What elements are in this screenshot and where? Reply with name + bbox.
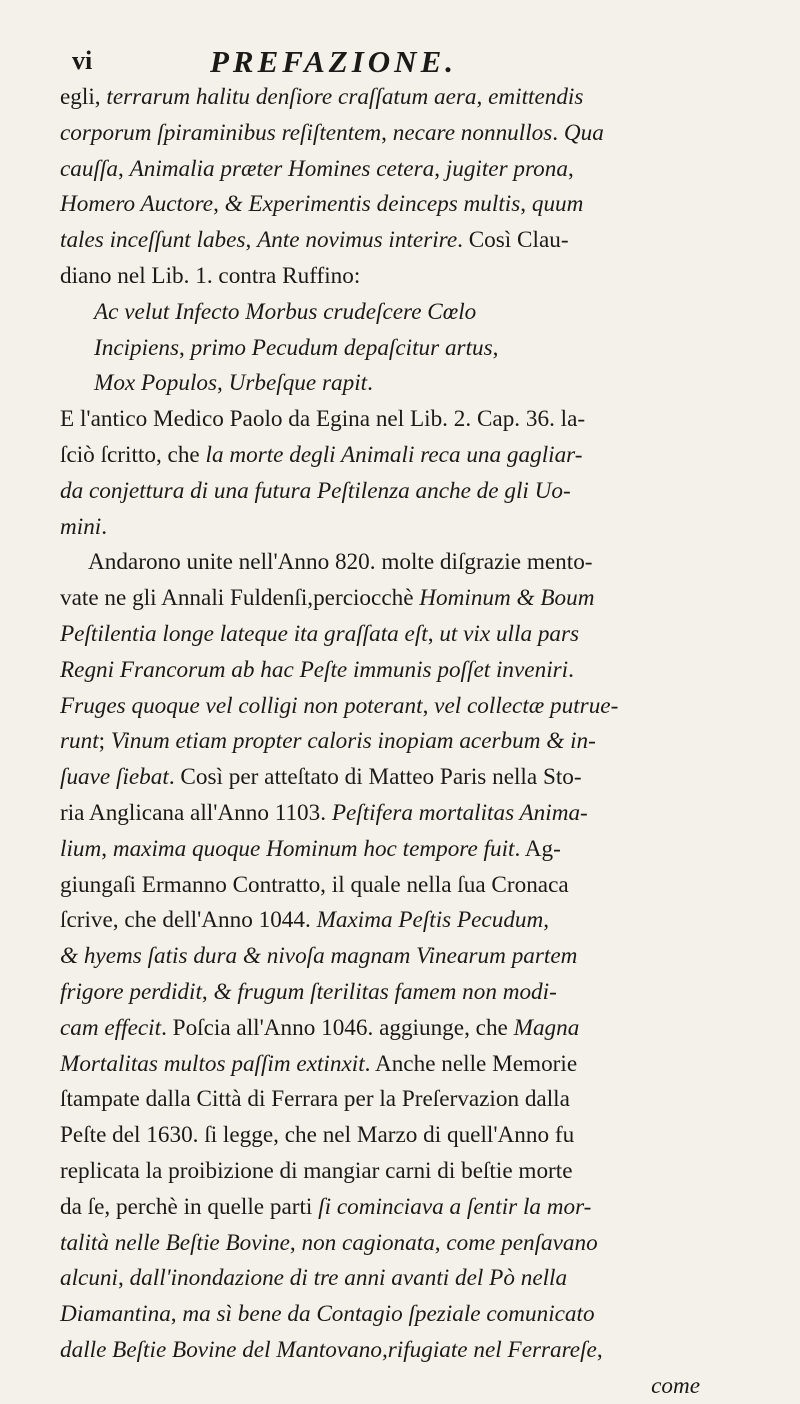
text-line [60, 939, 760, 975]
italic-run: frigore perdidit [60, 978, 202, 1005]
italic-run: Vinum etiam propter caloris inopiam acerbum & in- [110, 728, 596, 755]
italic-run: necare nonnullos [392, 119, 553, 146]
text-line [60, 259, 760, 295]
roman-run: . Anche nelle Memorie [364, 1050, 578, 1077]
roman-run: . [367, 370, 373, 397]
body-text [60, 80, 760, 1404]
roman-run: . [568, 656, 574, 683]
roman-run: E l'antico Medico Paolo da Egina nel Lib. 2. Cap. 36. la- [60, 406, 586, 433]
roman-run: ria Anglicana all'Anno 1103. [60, 799, 332, 826]
text-line [60, 975, 760, 1011]
italic-run: Peſtifera mortalitas Anima- [331, 799, 588, 826]
roman-run: , [434, 155, 446, 182]
roman-run: . [101, 513, 108, 540]
text-line [60, 295, 760, 331]
roman-run: , [213, 191, 225, 218]
italic-run: come penſavano [446, 1229, 598, 1256]
text-line [60, 1047, 760, 1083]
text-line [60, 510, 760, 546]
italic-run: ſuave ſiebat [60, 764, 169, 791]
italic-run: mini [60, 513, 102, 540]
text-line [60, 1261, 760, 1297]
text-line [60, 1082, 760, 1118]
italic-run: Hominum & Boum [419, 585, 595, 612]
text-line [60, 187, 760, 223]
text-line [60, 617, 760, 653]
italic-run: Incipiens [94, 334, 179, 361]
italic-run: da conjettura di una futura Peſtilenza anche de gli Uo- [60, 477, 571, 504]
roman-run: ſtampate dalla Città di Ferrara per la Preſervazion dalla [60, 1086, 570, 1113]
italic-run: Fruges quoque vel colligi non poterant [60, 692, 423, 719]
roman-run: vate ne gli Annali Fuldenſi,perciocchè [60, 585, 420, 612]
italic-run: Regni Francorum ab hac Peſte immunis poſſet inveniri [60, 656, 569, 683]
italic-run: ſi cominciava a ſentir la mor- [318, 1193, 592, 1220]
italic-run: Mox Populos [94, 370, 218, 397]
roman-run: , [170, 1301, 183, 1328]
italic-run: Peſtilentia longe lateque ita graſſata eſt [60, 620, 428, 647]
roman-run: Andarono unite nell'Anno 820. molte diſgrazie mento- [88, 549, 593, 576]
text-line [60, 80, 760, 116]
text-line [60, 653, 760, 689]
italic-run: Urbeſque rapit [228, 370, 368, 397]
roman-run: da ſe, perchè in quelle parti [60, 1193, 319, 1220]
italic-run: alcuni [60, 1265, 118, 1292]
roman-run: , [289, 1229, 302, 1256]
roman-run: egli, [60, 84, 107, 110]
text-line [60, 223, 760, 259]
text-line [60, 1190, 760, 1226]
italic-run: Diamantina [60, 1301, 171, 1328]
text-line [60, 152, 760, 188]
text-line [60, 1333, 760, 1369]
text-line [60, 796, 760, 832]
italic-run: Qua [563, 119, 604, 146]
italic-run: & frugum ſterilitas famem non modi- [213, 978, 557, 1005]
roman-run: , [427, 620, 440, 647]
italic-run: quum [531, 191, 584, 218]
text-line [60, 1154, 760, 1190]
text-line [60, 366, 760, 402]
roman-run: . Poſcia all'Anno 1046. aggiunge, che [161, 1014, 514, 1041]
roman-run: Peſte del 1630. ſi legge, che nel Marzo di quell'Anno fu [60, 1122, 575, 1149]
italic-run: primo Pecudum depaſcitur artus [190, 334, 493, 361]
roman-run: . [552, 119, 564, 146]
roman-run: , [520, 191, 532, 218]
roman-run: giungaſi Ermanno Contratto, il quale nella ſua Cronaca [60, 871, 569, 898]
roman-run: , [492, 334, 499, 361]
italic-run: la morte degli Animali reca una gagliar- [205, 441, 583, 468]
roman-run: ſciò ſcritto, che [60, 441, 206, 468]
text-line [60, 331, 760, 367]
text-line [60, 724, 760, 760]
italic-run: tales inceſſunt labes [60, 227, 246, 254]
italic-run: corporum ſpiraminibus reſiſtentem [60, 119, 382, 146]
roman-run: , [117, 155, 130, 182]
italic-run: Animalia præter Homines cetera [129, 155, 435, 182]
roman-run: ; [98, 728, 111, 755]
italic-run: ma sì bene da Contagio ſpeziale comunicato [182, 1301, 595, 1328]
italic-run: maxima quoque Hominum hoc tempore fuit [112, 835, 515, 862]
roman-run: . Così Clau- [457, 227, 569, 254]
text-line [60, 438, 760, 474]
italic-run: jugiter prona [445, 155, 568, 182]
roman-run: . Ag- [514, 835, 561, 862]
roman-run: , [543, 907, 550, 934]
text-line [60, 474, 760, 510]
italic-run: cam effecit [60, 1014, 162, 1041]
roman-run: , [434, 1229, 447, 1256]
text-line [60, 903, 760, 939]
text-line [60, 545, 760, 581]
italic-run: & Experimentis deinceps multis [224, 191, 521, 218]
text-line [60, 1297, 760, 1333]
roman-run: diano nel Lib. 1. contra Ruffino: [60, 262, 361, 289]
roman-run: , [381, 119, 393, 146]
roman-run: , [476, 84, 489, 110]
italic-run: Maxima Peſtis Pecudum [316, 907, 544, 934]
roman-run: . Così per atteſtato di Matteo Paris nella Sto- [168, 764, 582, 791]
italic-run: Ac velut Infecto Morbus crudeſcere Cœlo [94, 298, 477, 325]
italic-run: lium [60, 835, 102, 862]
italic-run: ut vix ulla pars [439, 620, 580, 647]
text-line [60, 1011, 760, 1047]
text-line [60, 868, 760, 904]
text-line [60, 402, 760, 438]
italic-run: talità nelle Beſtie Bovine [60, 1229, 290, 1256]
roman-run: , [596, 1336, 603, 1363]
catchword [60, 1369, 760, 1404]
italic-run: Magna [513, 1014, 580, 1041]
italic-run: dalle Beſtie Bovine del Mantovano,rifugiate nel Ferrareſe [60, 1336, 597, 1363]
roman-run: , [567, 155, 574, 182]
roman-run: , [422, 692, 435, 719]
italic-run: dall'inondazione di tre anni avanti del Pò nella [129, 1265, 568, 1292]
roman-run: , [201, 978, 214, 1005]
roman-run: , [217, 370, 229, 397]
text-line [60, 116, 760, 152]
text-line [60, 689, 760, 725]
text-line [60, 581, 760, 617]
text-line [60, 1118, 760, 1154]
italic-run: come [651, 1372, 700, 1399]
page-number: vi [72, 46, 93, 75]
running-title: PREFAZIONE. [210, 44, 457, 79]
text-line [60, 760, 760, 796]
italic-run: cauſſa [60, 155, 118, 182]
text-line [60, 1226, 760, 1262]
italic-run: non cagionata [301, 1229, 435, 1256]
italic-run: emittendis [488, 84, 584, 110]
italic-run: Ante novimus interire [257, 227, 458, 254]
text-line [60, 832, 760, 868]
roman-run: ſcrive, che dell'Anno 1044. [60, 907, 317, 934]
page-header [60, 40, 760, 80]
roman-run: , [179, 334, 191, 361]
italic-run: terrarum halitu denſiore craſſatum aera [106, 84, 477, 110]
italic-run: & hyems ſatis dura & nivoſa magnam Vinearum partem [60, 943, 578, 970]
italic-run: vel collectæ putrue- [434, 692, 619, 719]
roman-run: , [117, 1265, 130, 1292]
italic-run: Homero Auctore [60, 191, 214, 218]
italic-run: Mortalitas multos paſſim extinxit [60, 1050, 365, 1077]
roman-run: , [245, 227, 258, 254]
italic-run: runt [60, 728, 99, 755]
roman-run: , [101, 835, 113, 862]
roman-run: replicata la proibizione di mangiar carni di beſtie morte [60, 1157, 573, 1184]
